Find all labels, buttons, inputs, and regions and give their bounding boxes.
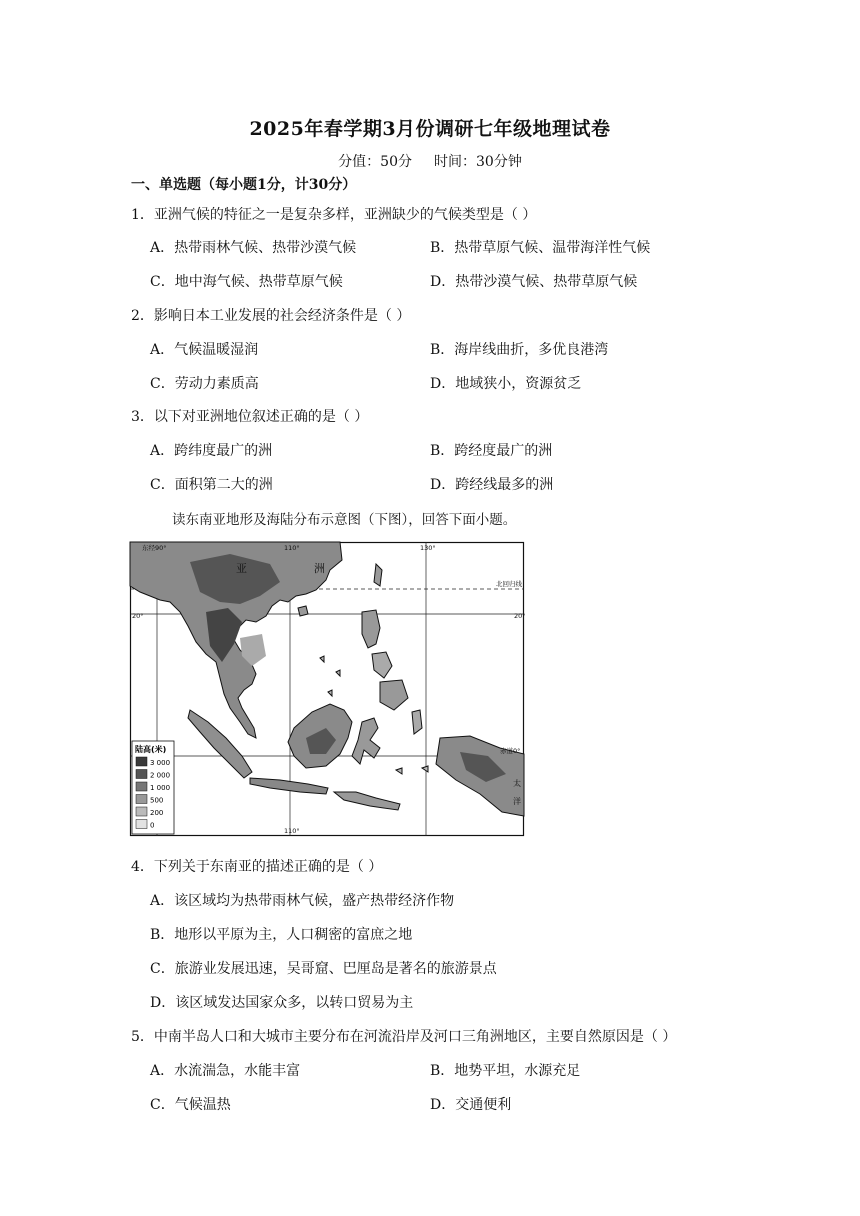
label-lon-130: 130° [420,544,436,552]
legend-level-label: 2 000 [150,771,171,780]
question-3-option-a[interactable]: A．跨纬度最广的洲 [150,443,273,459]
label-ocean-2: 洋 [513,797,521,806]
question-4-option-a[interactable]: A．该区域均为热带雨林气候，盛产热带经济作物 [150,893,455,909]
map-intro: 读东南亚地形及海陆分布示意图（下图），回答下面小题。 [172,512,517,528]
question-1-option-d[interactable]: D．热带沙漠气候、热带草原气候 [430,274,638,290]
question-3-stem: 3．以下对亚洲地位叙述正确的是（ ） [131,409,369,425]
exam-info [0,151,860,171]
section-heading: 一、单选题（每小题1分，计30分） [131,177,357,193]
label-tropic: 北回归线 [496,580,522,588]
elevation-legend [132,741,174,834]
exam-title: 2025年春学期3月份调研七年级地理试卷 [249,118,611,140]
question-4-option-d[interactable]: D．该区域发达国家众多，以转口贸易为主 [150,995,414,1011]
legend-swatch [136,807,147,816]
legend-swatch [136,795,147,804]
question-2-option-d[interactable]: D．地域狭小，资源贫乏 [430,376,582,392]
legend-swatch [136,782,147,791]
label-lon-90e: 东经90° [142,544,167,552]
label-asia-2: 洲 [314,562,325,575]
question-2-option-c[interactable]: C．劳动力素质高 [150,376,259,392]
legend-level-label: 1 000 [150,784,171,792]
question-4-stem: 4．下列关于东南亚的描述正确的是（ ） [131,859,383,875]
question-1-option-a[interactable]: A．热带雨林气候、热带沙漠气候 [150,240,357,256]
question-2-option-a[interactable]: A．气候温暖湿润 [150,342,259,358]
legend-level-label: 0 [150,821,155,830]
label-equator: 赤道0° [500,747,521,755]
southeast-asia-map [130,542,524,836]
map-svg [130,542,524,836]
question-2-stem: 2．影响日本工业发展的社会经济条件是（ ） [131,308,411,324]
label-lat-20-left: 20° [132,612,144,620]
question-3-option-b[interactable]: B．跨经度最广的洲 [430,443,553,459]
question-5-option-d[interactable]: D．交通便利 [430,1097,512,1113]
question-4-option-c[interactable]: C．旅游业发展迅速，吴哥窟、巴厘岛是著名的旅游景点 [150,961,497,977]
question-5-option-a[interactable]: A．水流湍急，水能丰富 [150,1063,301,1079]
question-5-option-b[interactable]: B．地势平坦，水源充足 [430,1063,581,1079]
legend-level-label: 3 000 [150,759,171,767]
hainan-island [298,606,308,616]
label-lon-110-bottom: 110° [284,827,300,835]
legend-swatch [136,820,147,829]
question-1-option-b[interactable]: B．热带草原气候、温带海洋性气候 [430,240,651,256]
label-lat-20-right: 20° [514,612,526,620]
question-2-option-b[interactable]: B．海岸线曲折，多优良港湾 [430,342,609,358]
label-lon-110-top: 110° [284,544,300,552]
question-1-stem: 1．亚洲气候的特征之一是复杂多样，亚洲缺少的气候类型是（ ） [131,207,537,223]
legend-swatch [136,757,147,766]
score-info: 分值：50分 [338,154,412,170]
label-asia-1: 亚 [236,562,247,575]
legend-level-label: 500 [150,796,164,805]
time-info: 时间：30分钟 [434,154,522,170]
question-4-option-b[interactable]: B．地形以平原为主，人口稠密的富庶之地 [150,927,413,943]
legend-level-label: 200 [150,809,164,817]
legend-title: 陆高(米) [135,745,167,754]
label-ocean-1: 太 [513,779,521,788]
question-5-stem: 5．中南半岛人口和大城市主要分布在河流沿岸及河口三角洲地区，主要自然原因是（ ） [131,1029,677,1045]
legend-swatch [136,770,147,779]
question-3-option-d[interactable]: D．跨经线最多的洲 [430,477,554,493]
question-3-option-c[interactable]: C．面积第二大的洲 [150,477,273,493]
question-5-option-c[interactable]: C．气候温热 [150,1097,231,1113]
question-1-option-c[interactable]: C．地中海气候、热带草原气候 [150,274,343,290]
